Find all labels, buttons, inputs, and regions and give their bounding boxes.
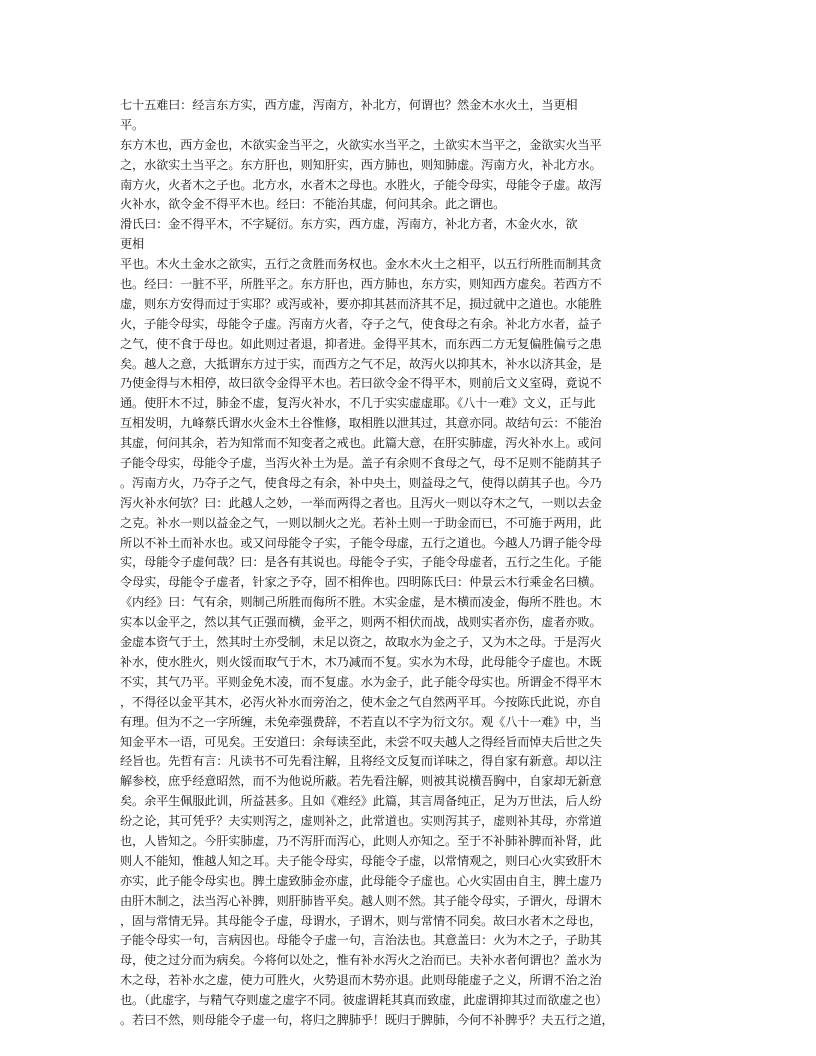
text-line: 《内经》曰：气有余，则制己所胜而侮所不胜。木实金虚，是木横而凌金，侮所不胜也。木 bbox=[120, 595, 602, 610]
text-line: 通。使肝木不过，肺金不虚，复泻火补水，不几于实实虚虚耶。《八十一难》文义，正与此 bbox=[120, 396, 596, 411]
text-line: 平也。木火土金水之欲实，五行之贪胜而务权也。金水木火土之相平，以五行所胜而制其贪 bbox=[120, 257, 602, 272]
text-line: 子能令母实，母能令子虚，当泻火补土为是。盖子有余则不食母之气，母不足则不能荫其子 bbox=[120, 456, 602, 471]
text-line: 母，使之过分而为病矣。今将何以处之，惟有补水泻火之治而已。夫补水者何谓也？盖水为 bbox=[120, 953, 602, 968]
text-line: 之克。补水一则以益金之气，一则以制火之光。若补土则一于助金而已，不可施于两用，此 bbox=[120, 515, 602, 530]
text-line: 之，水欲实土当平之。东方肝也，则知肝实，西方肺也，则知肺虚。泻南方火，补北方水。 bbox=[120, 157, 602, 172]
text-line: 矣。越人之意，大抵谓东方过于实，而西方之气不足，故泻火以抑其木，补水以济其金，是 bbox=[120, 356, 602, 371]
text-line: 所以不补土而补水也。或又问母能令子实，子能令母虚，五行之道也。今越人乃谓子能令母 bbox=[120, 535, 602, 550]
text-line: 矣。余平生佩服此训，所益甚多。且如《难经》此篇，其言周备纯正，足为万世法，后人纷 bbox=[120, 794, 602, 809]
text-line: 子能令母实一句，言病因也。母能令子虚一句，言治法也。其意盖曰：火为木之子，子助其 bbox=[120, 933, 602, 948]
text-line: 也。经曰：一脏不平，所胜平之。东方肝也，西方肺也，东方实，则知西方虚矣。若西方不 bbox=[120, 277, 602, 292]
text-line: 补水，使水胜火，则火馁而取气于木，木乃减而不复。实水为木母，此母能令子虚也。木既 bbox=[120, 654, 602, 669]
text-line: 也，人皆知之。今肝实肺虚，乃不泻肝而泻心，此则人亦知之。至于不补肺补脾而补肾，此 bbox=[120, 833, 602, 848]
text-line: 令母实，母能令子虚者，针家之予夺，固不相侔也。四明陈氏曰：仲景云木行乘金名曰横。 bbox=[120, 575, 602, 590]
text-line: 南方火，火者木之子也。北方水，水者木之母也。水胜火，子能令母实，母能令子虚。故泻 bbox=[120, 177, 602, 192]
text-line: 经旨也。先哲有言：凡读书不可先看注解，且将经文反复而详味之，得自家有新意。却以注 bbox=[120, 754, 602, 769]
text-line: 平。 bbox=[120, 117, 145, 132]
text-line: 木之母，若补水之虚，使力可胜火，火势退而木势亦退。此则母能虚子之义，所谓不治之治 bbox=[120, 973, 602, 988]
text-line: 七十五难曰：经言东方实，西方虚，泻南方，补北方，何谓也？然金木水火土，当更相 bbox=[120, 98, 578, 112]
text-line: 。若曰不然，则母能令子虚一句，将归之脾肺乎！既归于脾肺，今何不补脾乎？夫五行之道， bbox=[120, 1012, 614, 1027]
text-line: 亦实，此子能令母实也。脾土虚致肺金亦虚，此母能令子虚也。心火实固由自主，脾土虚乃 bbox=[120, 873, 602, 888]
text-line: 则人不能知，惟越人知之耳。夫子能令母实，母能令子虚，以常情观之，则曰心火实致肝木 bbox=[120, 853, 602, 868]
text-line: 也。（此虚字，与精气夺则虚之虚字不同。彼虚谓耗其真而致虚，此虚谓抑其过而欲虚之也） bbox=[120, 993, 608, 1008]
text-line: 纷之论，其可凭乎？夫实则泻之，虚则补之，此常道也。实则泻其子，虚则补其母，亦常道 bbox=[120, 814, 602, 829]
text-line: 乃使金得与木相停，故曰欲令金得平木也。若曰欲令金不得平木，则前后文义室碍，竟说不 bbox=[120, 376, 602, 391]
document-body bbox=[120, 96, 696, 1031]
text-line: 知金平木一语，可见矣。王安道曰：余每读至此，未尝不叹夫越人之得经旨而悼夫后世之失 bbox=[120, 734, 602, 749]
text-line: 。泻南方火，乃夺子之气，使食母之有余，补中央土，则益母之气，使得以荫其子也。今乃 bbox=[120, 475, 602, 490]
text-line: 互相发明，九峰蔡氏谓水火金木土谷惟修，取相胜以泄其过，其意亦同。故结句云：不能治 bbox=[120, 416, 602, 431]
text-line: 解参校，庶乎经意昭然，而不为他说所蔽。若先看注解，则被其说横吾胸中，自家却无新意 bbox=[120, 774, 602, 789]
text-line: 之气，使不食于母也。如此则过者退，抑者进。金得平其木，而东西二方无复偏胜偏亏之患 bbox=[120, 336, 602, 351]
text-line: 泻火补水何欤？曰：此越人之妙，一举而两得之者也。且泻火一则以夺木之气，一则以去金 bbox=[120, 495, 602, 510]
text-line: 不实，其气乃平。平则金免木凌，而不复虚。水为金子，此子能令母实也。所谓金不得平木 bbox=[120, 674, 602, 689]
text-line: 由肝木制之，法当泻心补脾，则肝肺皆平矣。越人则不然。其子能令母实，子谓火，母谓木 bbox=[120, 893, 602, 908]
text-line: 虚，则东方安得而过于实耶？或泻或补，要亦抑其甚而济其不足，损过就中之道也。水能胜 bbox=[120, 296, 602, 311]
text-line: 更相 bbox=[120, 237, 145, 252]
text-line: 金虚本资气于土，然其时土亦受制，未足以资之，故取水为金之子，又为木之母。于是泻火 bbox=[120, 635, 602, 650]
text-line: 有理。但为不之一字所缠，未免牵强费辞，不若直以不字为衍文尔。观《八十一难》中，当 bbox=[120, 714, 602, 729]
text-line: ，固与常情无异。其母能令子虚，母谓水，子谓木，则与常情不同矣。故曰水者木之母也， bbox=[120, 913, 602, 928]
text-line: 实本以金平之，然以其气正强而横，金平之，则两不相伏而战，战则实者亦伤，虚者亦败。 bbox=[120, 615, 602, 630]
text-line: 火补水，欲令金不得平木也。经曰：不能治其虚，何问其余。此之谓也。 bbox=[120, 197, 506, 212]
text-line: ，不得径以金平其木，必泻火补水而旁治之，使木金之气自然两平耳。今按陈氏此说，亦自 bbox=[120, 694, 602, 709]
text-line: 火，子能令母实，母能令子虚。泻南方火者，夺子之气，使食母之有余。补北方水者，益子 bbox=[120, 316, 602, 331]
text-line: 东方木也，西方金也，木欲实金当平之，火欲实水当平之，土欲实木当平之，金欲实火当平 bbox=[120, 137, 602, 152]
text-line: 其虚，何问其余，若为知常而不知变者之戒也。此篇大意，在肝实肺虚，泻火补水上。或问 bbox=[120, 436, 602, 451]
text-line: 实，母能令子虚何哉？曰：是各有其说也。母能令子实，子能令母虚者，五行之生化。子能 bbox=[120, 555, 602, 570]
text-line: 滑氏曰：金不得平木，不字疑衍。东方实，西方虚，泻南方，补北方者，木金火水，欲 bbox=[120, 217, 578, 232]
